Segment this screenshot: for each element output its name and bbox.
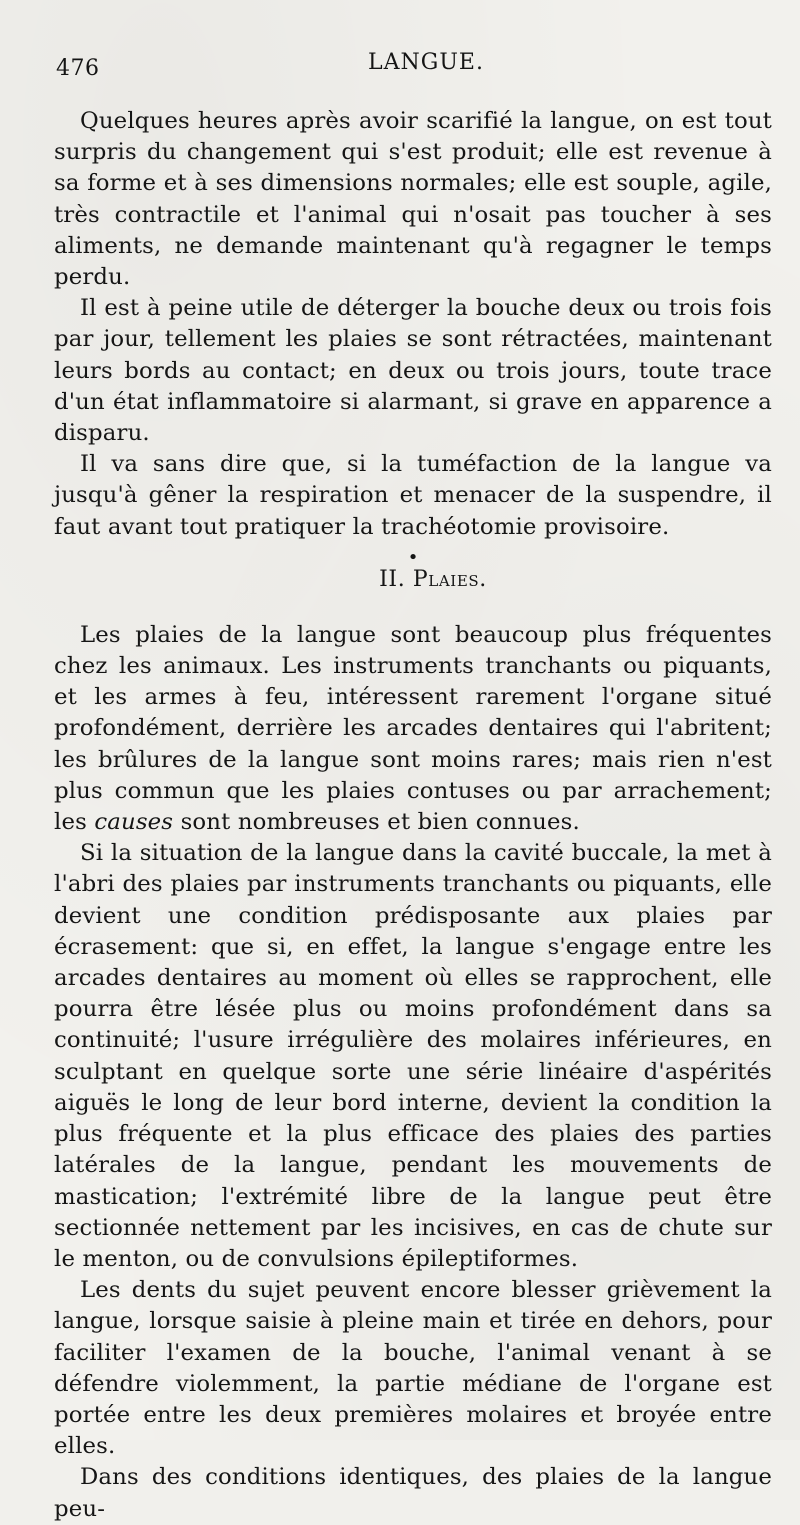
running-head — [54, 46, 772, 80]
text-block-before-section — [54, 106, 772, 543]
text-block-after-section — [54, 620, 772, 1525]
paragraph-text: sont nombreuses et bien connues. — [173, 809, 580, 836]
paragraph-text: Les plaies de la langue sont beaucoup plus fréquentes chez les animaux. Les instruments tranchants ou piquants, et les armes à feu, intéressent rarement l'organe situé profondément, derrière les arcades dentaires qui l'abritent; les brûlures de la langue sont moins rares; mais rien n'est plus commun que les plaies contuses ou par arrachement; les — [54, 621, 772, 836]
section-mark: • — [407, 546, 419, 568]
paragraph: Les dents du sujet peuvent encore blesser grièvement la langue, lorsque saisie à pleine main et tirée en dehors, pour faciliter l'examen de la bouche, l'animal venant à se défendre violemment, la partie médiane de l'organe est portée entre les deux premières molaires et broyée entre elles. — [54, 1277, 772, 1460]
paragraph: Si la situation de la langue dans la cavité buccale, la met à l'abri des plaies par instruments tranchants ou piquants, elle devient une condition prédisposante aux plaies par écrasement: que si, en effet, la langue s'engage entre les arcades dentaires au moment où elles se rapprochent, elle pourra être lésée plus ou moins profondément dans sa continuité; l'usure irrégulière des molaires inférieures, en sculptant en quelque sorte une série linéaire d'aspérités aiguës le long de leur bord interne, devient la condition la plus fréquente et la plus efficace des plaies des parties latérales de la langue, pendant les mouvements de mastication; l'extrémité libre de la langue peut être sectionnée nettement par les incisives, en cas de chute sur le menton, ou de convulsions épileptiformes. — [54, 840, 772, 1272]
italic-term: causes — [94, 809, 174, 836]
paragraph: Dans des conditions identiques, des plaies de la langue peu- — [54, 1464, 772, 1522]
paragraph: Il est à peine utile de déterger la bouche deux ou trois fois par jour, tellement les plaies se sont rétractées, maintenant leurs bords au contact; en deux ou trois jours, toute trace d'un état inflammatoire si alarmant, si grave en apparence a disparu. — [54, 295, 772, 447]
paragraph: Il va sans dire que, si la tuméfaction de la langue va jusqu'à gêner la respiration et menacer de la suspendre, il faut avant tout pratiquer la trachéotomie provisoire. — [54, 451, 772, 540]
page-number: 476 — [56, 56, 100, 81]
section-title: Plaies. — [412, 566, 487, 592]
section-number: II. — [379, 566, 406, 592]
paragraph — [54, 620, 772, 838]
running-title: LANGUE. — [368, 50, 484, 75]
paragraph: Quelques heures après avoir scarifié la langue, on est tout surpris du changement qui s'est produit; elle est revenue à sa forme et à ses dimensions normales; elle est souple, agile, très contractile et l'animal qui n'osait pas toucher à ses aliments, ne demande maintenant qu'à regagner le temps perdu. — [54, 108, 772, 291]
section-heading — [54, 567, 772, 592]
